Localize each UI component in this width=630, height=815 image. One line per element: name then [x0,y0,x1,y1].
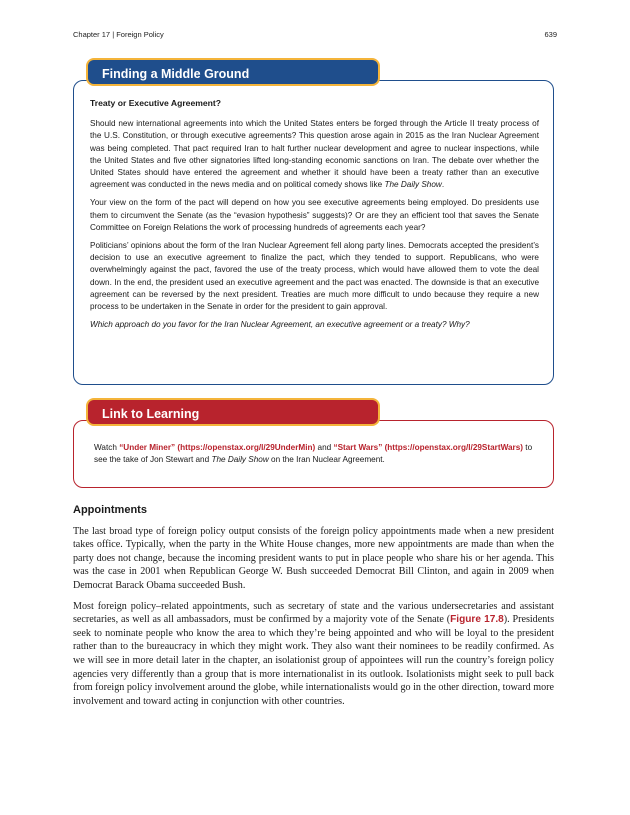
start-wars-link[interactable]: “Start Wars” (https://openstax.org/l/29StartWars) [333,443,524,452]
link-box-title: Link to Learning [86,398,380,426]
chapter-label: Chapter 17 | Foreign Policy [73,30,164,39]
section-paragraph-2: Most foreign policy–related appointments, such as secretary of state and the various undersecretaries and assistant secretaries, as well as all ambassadors, must be confirmed by a majority vote of the Senate (Figure 17.8). Presidents seek to nominate people who know the area to which they’re being appointed and who will be loyal to the president rather than to the bureaucracy in which they might work. They also want their nominees to be readily confirmed. As we will see in more detail later in the chapter, an isolationist group of appointees will run the country’s foreign policy agencies very differently than a group that is more internationalist in its outlook. Isolationists might seek to pull back from foreign policy involvement around the globe, while internationalists would go in the other direction, toward more involvement and toward acting in conjunction with other countries. [73,600,554,707]
feature-paragraph-2: Your view on the form of the pact will depend on how you see executive agreements being employed. Do presidents use them to circumvent the Senate (as the “evasion hypothesis” suggests)? Or are they an efficient tool that saves the Senate Committee on Foreign Relations the work of processing hundreds of agreements each year? [90,198,539,232]
feature-paragraph-1: Should new international agreements into which the United States enters be forged through the Article II treaty process of the U.S. Constitution, or through executive agreements? This question arose again in 2015 as the Iran Nuclear Agreement was being completed. That pact required Iran to halt further nuclear development and agree to nuclear inspections, while the United States and five other signatories lifted long-standing economic sanctions on Iran. The debate over whether the United States should have entered the agreement and whether it should have been a treaty rather than an executive agreement was conducted in the news media and on political comedy shows like The Daily Show. [90,119,539,190]
feature-heading: Treaty or Executive Agreement? [90,98,222,108]
feature-paragraph-3: Politicians’ opinions about the form of the Iran Nuclear Agreement fell along party lines. Democrats accepted the president’s decision to use an executive agreement to finalize the pact, which they tended to support. Republicans, who were overwhelmingly against the pact, favored the use of the treaty process, which would have allowed them to vote the deal down. In the end, the president used an executive agreement and the pact was enacted. The downside is that an executive agreement can be reversed by the next president. Treaties are much more difficult to undo because they require a new process to be undertaken in the Senate in order for the president to gain approval. [90,241,539,312]
under-miner-link[interactable]: “Under Miner” (https://openstax.org/l/29UnderMin) [119,443,316,452]
feature-box-body [74,81,553,331]
link-to-learning-box [73,407,554,488]
page-number: 639 [544,30,557,39]
running-head [73,30,557,39]
feature-question: Which approach do you favor for the Iran Nuclear Agreement, an executive agreement or a treaty? Why? [90,320,470,330]
link-box-body: Watch “Under Miner” (https://openstax.org/l/29UnderMin) and “Start Wars” (https://openstax.org/l/29StartWars) to see the take of Jon Stewart and The Daily Show on the Iran Nuclear Agreement. [94,443,533,465]
finding-middle-ground-box [73,67,554,385]
feature-box-title: Finding a Middle Ground [86,58,380,86]
section-heading: Appointments [73,504,147,516]
appointments-section [73,504,554,715]
figure-link[interactable]: Figure 17.8 [450,614,504,626]
section-paragraph-1: The last broad type of foreign policy output consists of the foreign policy appointments made when a new president takes office. Typically, when the party in the White House changes, more new appointments are made than when the party does not change, because the incoming president wants to put in place people who share his or her agenda. This was the case in 2001 when Republican George W. Bush succeeded Democrat Bill Clinton, and again in 2009 when Democrat Barack Obama succeeded Bush. [73,525,554,591]
